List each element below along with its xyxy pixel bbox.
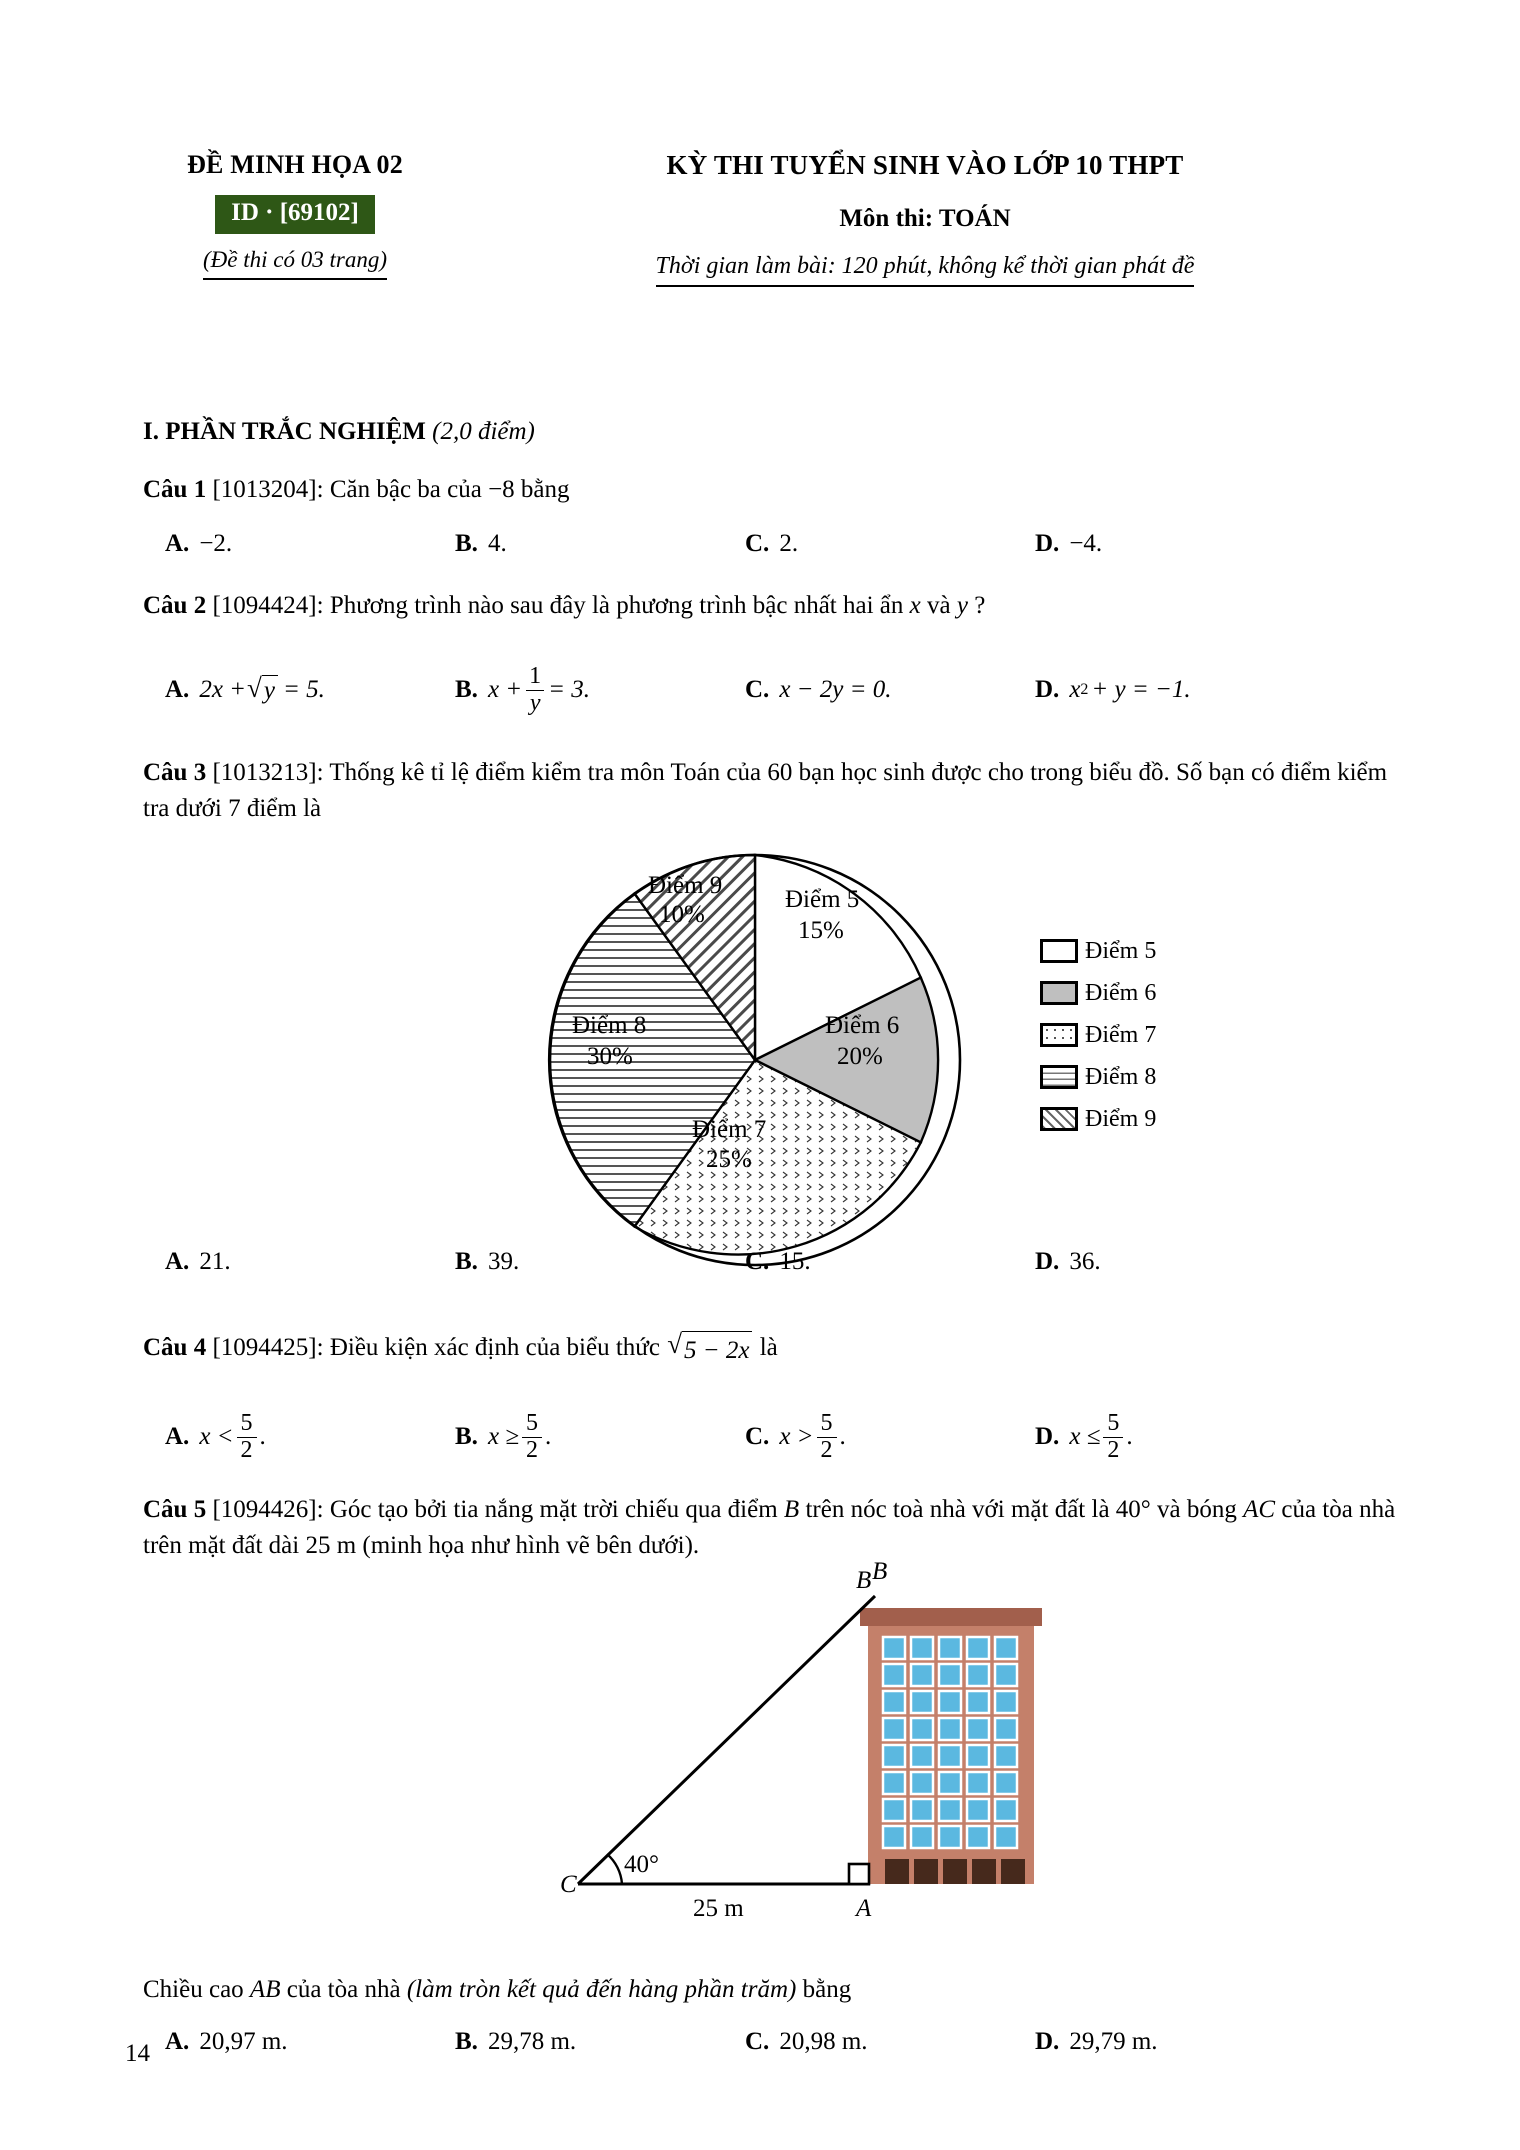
exam-name: KỲ THI TUYỂN SINH VÀO LỚP 10 THPT — [666, 150, 1184, 180]
question-2-label: Câu 2 — [143, 592, 207, 619]
option-2a-pre: 2x + — [199, 676, 247, 703]
option-2d-base: x — [1069, 676, 1081, 703]
option-3c-value: 15. — [779, 1248, 811, 1275]
option-1a[interactable] — [165, 530, 455, 558]
question-4-text-part1: Điều kiện xác định của biểu thức — [329, 1334, 667, 1361]
option-1c-label: C. — [745, 530, 770, 557]
legend-item-diem-9 — [1040, 1098, 1250, 1140]
option-4a-denominator: 2 — [237, 1437, 257, 1463]
option-3d-value: 36. — [1069, 1248, 1101, 1275]
page-number: 14 — [125, 2040, 150, 2067]
option-2b-numerator: 1 — [529, 663, 542, 690]
option-4d-relation: x ≤ — [1069, 1423, 1101, 1450]
legend-swatch-diem-6 — [1040, 981, 1078, 1005]
question-1 — [143, 472, 1393, 508]
pie-label-diem-6-percent: 20% — [837, 1043, 883, 1070]
option-1b-label: B. — [455, 530, 478, 557]
option-2b-denominator: y — [526, 690, 545, 716]
pie-label-diem-5-name: Điểm 5 — [785, 886, 860, 913]
option-5c-value: 20,98 m. — [779, 2028, 868, 2055]
pie-label-diem-9-percent: 10% — [659, 901, 705, 928]
legend-label-diem-8: Điểm 8 — [1085, 1063, 1157, 1090]
option-2b[interactable] — [455, 664, 745, 715]
question-2-text-part2: và — [920, 592, 957, 619]
question-5-segment-ab: AB — [249, 1976, 281, 2003]
pie-label-diem-7-percent: 25% — [706, 1146, 752, 1173]
question-3-text: Thống kê tỉ lệ điểm kiểm tra môn Toán của 60 bạn học sinh được cho trong biểu đồ. Số bạn có điểm kiểm tra dưới 7 điểm là — [143, 759, 1388, 822]
option-5b[interactable] — [455, 2028, 745, 2056]
option-1b-value: 4. — [487, 530, 507, 557]
question-5-segment-ac: AC — [1243, 1496, 1276, 1523]
option-5b-label: B. — [455, 2028, 478, 2055]
option-2d-rest: + y = −1. — [1091, 676, 1191, 703]
building-diagram-svg — [560, 1567, 1030, 1960]
option-5a[interactable] — [165, 2028, 455, 2056]
option-4c-relation: x > — [779, 1423, 814, 1450]
option-1c-value: 2. — [779, 530, 799, 557]
option-2a-post: = 5. — [282, 676, 325, 703]
building-doors — [885, 1859, 1025, 1884]
option-1d-label: D. — [1035, 530, 1060, 557]
angle-arc — [607, 1854, 622, 1884]
question-5 — [143, 1492, 1398, 1563]
option-3b-label: B. — [455, 1248, 478, 1275]
pages-note: (Đề thi có 03 trang) — [203, 247, 387, 280]
question-1-code: [1013204]: — [212, 476, 324, 503]
option-3d[interactable] — [1035, 1248, 1325, 1276]
pie-chart-legend — [1040, 930, 1250, 1140]
legend-item-diem-6 — [1040, 972, 1250, 1014]
option-4d-fraction — [1103, 1411, 1123, 1462]
option-2c-label: C. — [745, 676, 770, 703]
legend-label-diem-7: Điểm 7 — [1085, 1021, 1157, 1048]
option-2a-radicand: y — [262, 675, 278, 705]
question-3 — [143, 755, 1393, 826]
legend-swatch-diem-5 — [1040, 939, 1078, 963]
window-row — [883, 1718, 1017, 1740]
option-4b-fraction — [522, 1411, 542, 1462]
option-2b-pre: x + — [487, 676, 523, 703]
pie-label-diem-6-name: Điểm 6 — [825, 1012, 900, 1039]
legend-swatch-diem-7 — [1040, 1023, 1078, 1047]
option-4c-fraction — [817, 1411, 837, 1462]
label-vertex-b-outer: B — [872, 1558, 888, 1585]
question-5-text-part3: của tòa nhà trên mặt đất dài 25 m (minh họa như hình vẽ bên dưới). — [143, 1496, 1396, 1559]
section-number: I. PHẦN TRẮC NGHIỆM — [143, 418, 426, 445]
question-1-label: Câu 1 — [143, 476, 207, 503]
question-5-code: [1094426]: — [212, 1496, 324, 1523]
question-3-options — [165, 1248, 1395, 1276]
pie-label-diem-9-name: Điểm 9 — [648, 872, 723, 899]
question-2-options — [165, 650, 1395, 730]
label-angle: 40° — [624, 1851, 659, 1878]
option-3d-label: D. — [1035, 1248, 1060, 1275]
option-5a-label: A. — [165, 2028, 190, 2055]
option-4d-dot: . — [1126, 1423, 1133, 1450]
exam-title: ĐỀ MINH HỌA 02 — [187, 150, 403, 179]
option-3a-label: A. — [165, 1248, 190, 1275]
legend-label-diem-5: Điểm 5 — [1085, 937, 1157, 964]
option-2d-label: D. — [1035, 676, 1060, 703]
option-4c-label: C. — [745, 1423, 770, 1450]
document-header — [130, 150, 1390, 287]
header-right-column — [460, 150, 1390, 287]
label-vertex-a: A — [856, 1895, 872, 1922]
option-4d-denominator: 2 — [1103, 1437, 1123, 1463]
option-2b-label: B. — [455, 676, 478, 703]
legend-label-diem-9: Điểm 9 — [1085, 1105, 1157, 1132]
question-2-text-part3: ? — [967, 592, 986, 619]
window-row — [883, 1772, 1017, 1794]
option-2d[interactable] — [1035, 676, 1325, 704]
option-5b-value: 29,78 m. — [487, 2028, 577, 2055]
label-vertex-c: C — [560, 1871, 577, 1898]
option-1c[interactable] — [745, 530, 1035, 558]
option-2c[interactable] — [745, 676, 1035, 704]
option-1b[interactable] — [455, 530, 745, 558]
question-4 — [143, 1330, 1393, 1368]
question-2-code: [1094424]: — [212, 592, 324, 619]
section-heading — [143, 418, 535, 446]
question-5-tail-part2: của tòa nhà — [280, 1976, 407, 2003]
option-5a-value: 20,97 m. — [199, 2028, 288, 2055]
legend-item-diem-8 — [1040, 1056, 1250, 1098]
window-row — [883, 1826, 1017, 1848]
option-2d-exponent: 2 — [1080, 681, 1089, 698]
window-row — [883, 1691, 1017, 1713]
option-5d-value: 29,79 m. — [1069, 2028, 1158, 2055]
option-4c[interactable] — [745, 1411, 1035, 1462]
question-1-options — [165, 530, 1395, 558]
question-3-code: [1013213]: — [212, 759, 324, 786]
question-4-text-part2: là — [753, 1334, 778, 1361]
question-4-options — [165, 1392, 1395, 1482]
option-2c-expression: x − 2y = 0. — [779, 676, 892, 703]
building-diagram — [560, 1567, 1030, 1960]
option-4a-dot: . — [259, 1423, 266, 1450]
option-4b[interactable] — [455, 1411, 745, 1462]
question-5-tail-italic: (làm tròn kết quả đến hàng phần trăm) — [406, 1976, 797, 2003]
question-4-code: [1094425]: — [212, 1334, 324, 1361]
option-4d[interactable] — [1035, 1411, 1325, 1462]
window-row — [883, 1745, 1017, 1767]
sqrt-icon — [247, 675, 278, 705]
option-4c-numerator: 5 — [820, 1410, 833, 1437]
question-2-text-part1: Phương trình nào sau đây là phương trình bậc nhất hai ẩn — [329, 592, 910, 619]
question-4-label: Câu 4 — [143, 1334, 207, 1361]
question-5-tail — [143, 1972, 1393, 2008]
question-5-label: Câu 5 — [143, 1496, 207, 1523]
question-5-tail-part3: bằng — [796, 1976, 852, 2003]
legend-label-diem-6: Điểm 6 — [1085, 979, 1157, 1006]
option-5c[interactable] — [745, 2028, 1035, 2056]
option-5c-label: C. — [745, 2028, 770, 2055]
option-3a-value: 21. — [199, 1248, 231, 1275]
pie-chart — [540, 845, 970, 1275]
option-2a[interactable] — [165, 675, 455, 705]
pie-label-diem-5-percent: 15% — [798, 917, 844, 944]
window-row — [883, 1799, 1017, 1821]
pie-label-diem-8-percent: 30% — [587, 1043, 633, 1070]
option-3a[interactable] — [165, 1248, 455, 1276]
question-2-var-x: x — [909, 592, 921, 619]
window-row — [883, 1664, 1017, 1686]
option-4c-dot: . — [839, 1423, 846, 1450]
triangle-side-cb — [578, 1596, 875, 1884]
option-4b-denominator: 2 — [522, 1437, 542, 1463]
question-5-text-part1: Góc tạo bởi tia nắng mặt trời chiếu qua điểm — [329, 1496, 784, 1523]
option-3c[interactable] — [745, 1248, 1035, 1276]
header-left-column — [130, 150, 460, 280]
question-2 — [143, 588, 1393, 624]
option-5d-label: D. — [1035, 2028, 1060, 2055]
exam-duration: Thời gian làm bài: 120 phút, không kể thời gian phát đề — [656, 253, 1195, 287]
label-vertex-b: B — [856, 1567, 872, 1594]
option-4b-dot: . — [545, 1423, 552, 1450]
option-4a-relation: x < — [199, 1423, 234, 1450]
id-badge: ID · [69102] — [215, 195, 375, 234]
option-1a-value: −2. — [199, 530, 233, 557]
right-angle-marker — [849, 1864, 869, 1884]
question-2-var-y: y — [956, 592, 968, 619]
option-4a-label: A. — [165, 1423, 190, 1450]
question-4-radicand: 5 − 2x — [682, 1331, 752, 1369]
pie-label-diem-8-name: Điểm 8 — [572, 1012, 647, 1039]
option-4d-label: D. — [1035, 1423, 1060, 1450]
option-5d[interactable] — [1035, 2028, 1325, 2056]
building-roof — [860, 1608, 1042, 1626]
option-4b-numerator: 5 — [526, 1410, 539, 1437]
question-5-options — [165, 2028, 1395, 2056]
label-base-length: 25 m — [693, 1895, 744, 1922]
option-4c-denominator: 2 — [817, 1437, 837, 1463]
section-points: (2,0 điểm) — [432, 418, 535, 445]
question-3-label: Câu 3 — [143, 759, 207, 786]
option-1d-value: −4. — [1069, 530, 1103, 557]
option-4b-label: B. — [455, 1423, 478, 1450]
radical-sign: √ — [247, 673, 262, 703]
option-2b-fraction — [525, 664, 545, 715]
option-4a[interactable] — [165, 1411, 455, 1462]
question-5-text-part2: trên nóc toà nhà với mặt đất là 40° và bóng — [799, 1496, 1244, 1523]
exam-subject: Môn thi: TOÁN — [839, 205, 1011, 232]
sqrt-icon — [667, 1328, 752, 1369]
option-1d[interactable] — [1035, 530, 1325, 558]
pie-chart-svg — [540, 845, 970, 1275]
option-4d-numerator: 5 — [1107, 1410, 1120, 1437]
option-3c-label: C. — [745, 1248, 770, 1275]
legend-item-diem-5 — [1040, 930, 1250, 972]
legend-swatch-diem-8 — [1040, 1065, 1078, 1089]
radical-sign: √ — [667, 1328, 683, 1359]
option-3b[interactable] — [455, 1248, 745, 1276]
legend-swatch-diem-9 — [1040, 1107, 1078, 1131]
option-4a-fraction — [237, 1411, 257, 1462]
pie-label-diem-7-name: Điểm 7 — [692, 1116, 767, 1143]
option-3b-value: 39. — [487, 1248, 520, 1275]
option-1a-label: A. — [165, 530, 190, 557]
option-2a-label: A. — [165, 676, 190, 703]
window-row — [883, 1637, 1017, 1659]
option-4a-numerator: 5 — [240, 1410, 253, 1437]
question-1-text: Căn bậc ba của −8 bằng — [329, 476, 570, 503]
legend-item-diem-7 — [1040, 1014, 1250, 1056]
question-5-tail-part1: Chiều cao — [143, 1976, 250, 2003]
option-2b-post: = 3. — [548, 676, 591, 703]
question-5-point-b: B — [783, 1496, 800, 1523]
option-4b-relation: x ≥ — [487, 1423, 520, 1450]
